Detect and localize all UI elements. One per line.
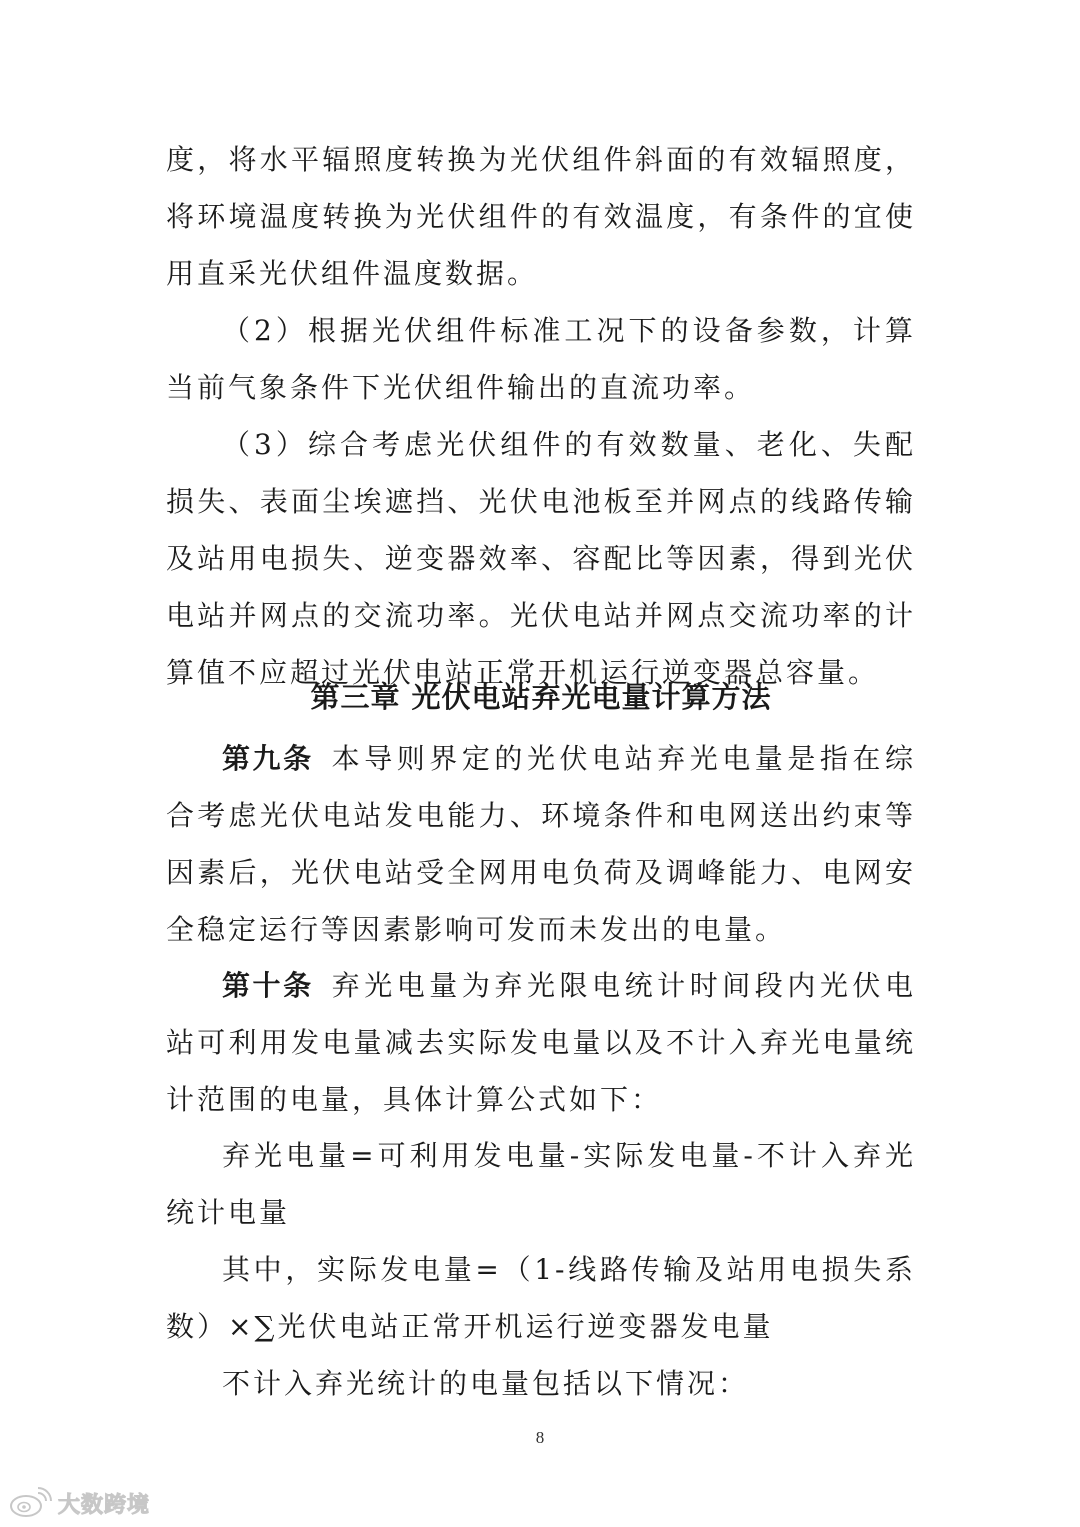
- article-ten: [166, 957, 916, 1128]
- formula-actual-generation: 其中，实际发电量=（1-线路传输及站用电损失系数）×∑光伏电站正常开机运行逆变器发电量: [166, 1253, 916, 1343]
- article-nine-text: 本导则界定的光伏电站弃光电量是指在综合考虑光伏电站发电能力、环境条件和电网送出约束等因素后，光伏电站受全网用电负荷及调峰能力、电网安全稳定运行等因素影响可发而未发出的电量。: [166, 742, 916, 946]
- paragraph-dc-power: （2）根据光伏组件标准工况下的设备参数，计算当前气象条件下光伏组件输出的直流功率。: [166, 314, 916, 404]
- watermark: [8, 1485, 150, 1521]
- paragraph-irradiance-conversion: 度，将水平辐照度转换为光伏组件斜面的有效辐照度，将环境温度转换为光伏组件的有效温度，有条件的宜使用直采光伏组件温度数据。: [166, 143, 916, 290]
- page-number: 8: [535, 1428, 545, 1447]
- article-nine-label: 第九条: [222, 742, 314, 775]
- article-ten-label: 第十条: [222, 969, 314, 1002]
- article-nine: [166, 730, 916, 958]
- weibo-logo-icon: [8, 1487, 52, 1519]
- formula-curtailment: 弃光电量=可利用发电量-实际发电量-不计入弃光统计电量: [166, 1139, 916, 1229]
- chapter-heading: 第三章 光伏电站弃光电量计算方法: [310, 680, 772, 714]
- paragraph-ac-power: （3）综合考虑光伏组件的有效数量、老化、失配损失、表面尘埃遮挡、光伏电池板至并网点的线路传输及站用电损失、逆变器效率、容配比等因素，得到光伏电站并网点的交流功率。光伏电站并网点交流功率的计算值不应超过光伏电站正常开机运行逆变器总容量。: [166, 428, 916, 689]
- exclusion-intro: 不计入弃光统计的电量包括以下情况：: [222, 1367, 750, 1400]
- article-ten-text: 弃光电量为弃光限电统计时间段内光伏电站可利用发电量减去实际发电量以及不计入弃光电量统计范围的电量，具体计算公式如下：: [166, 969, 916, 1116]
- watermark-text: 大数跨境: [58, 1492, 151, 1518]
